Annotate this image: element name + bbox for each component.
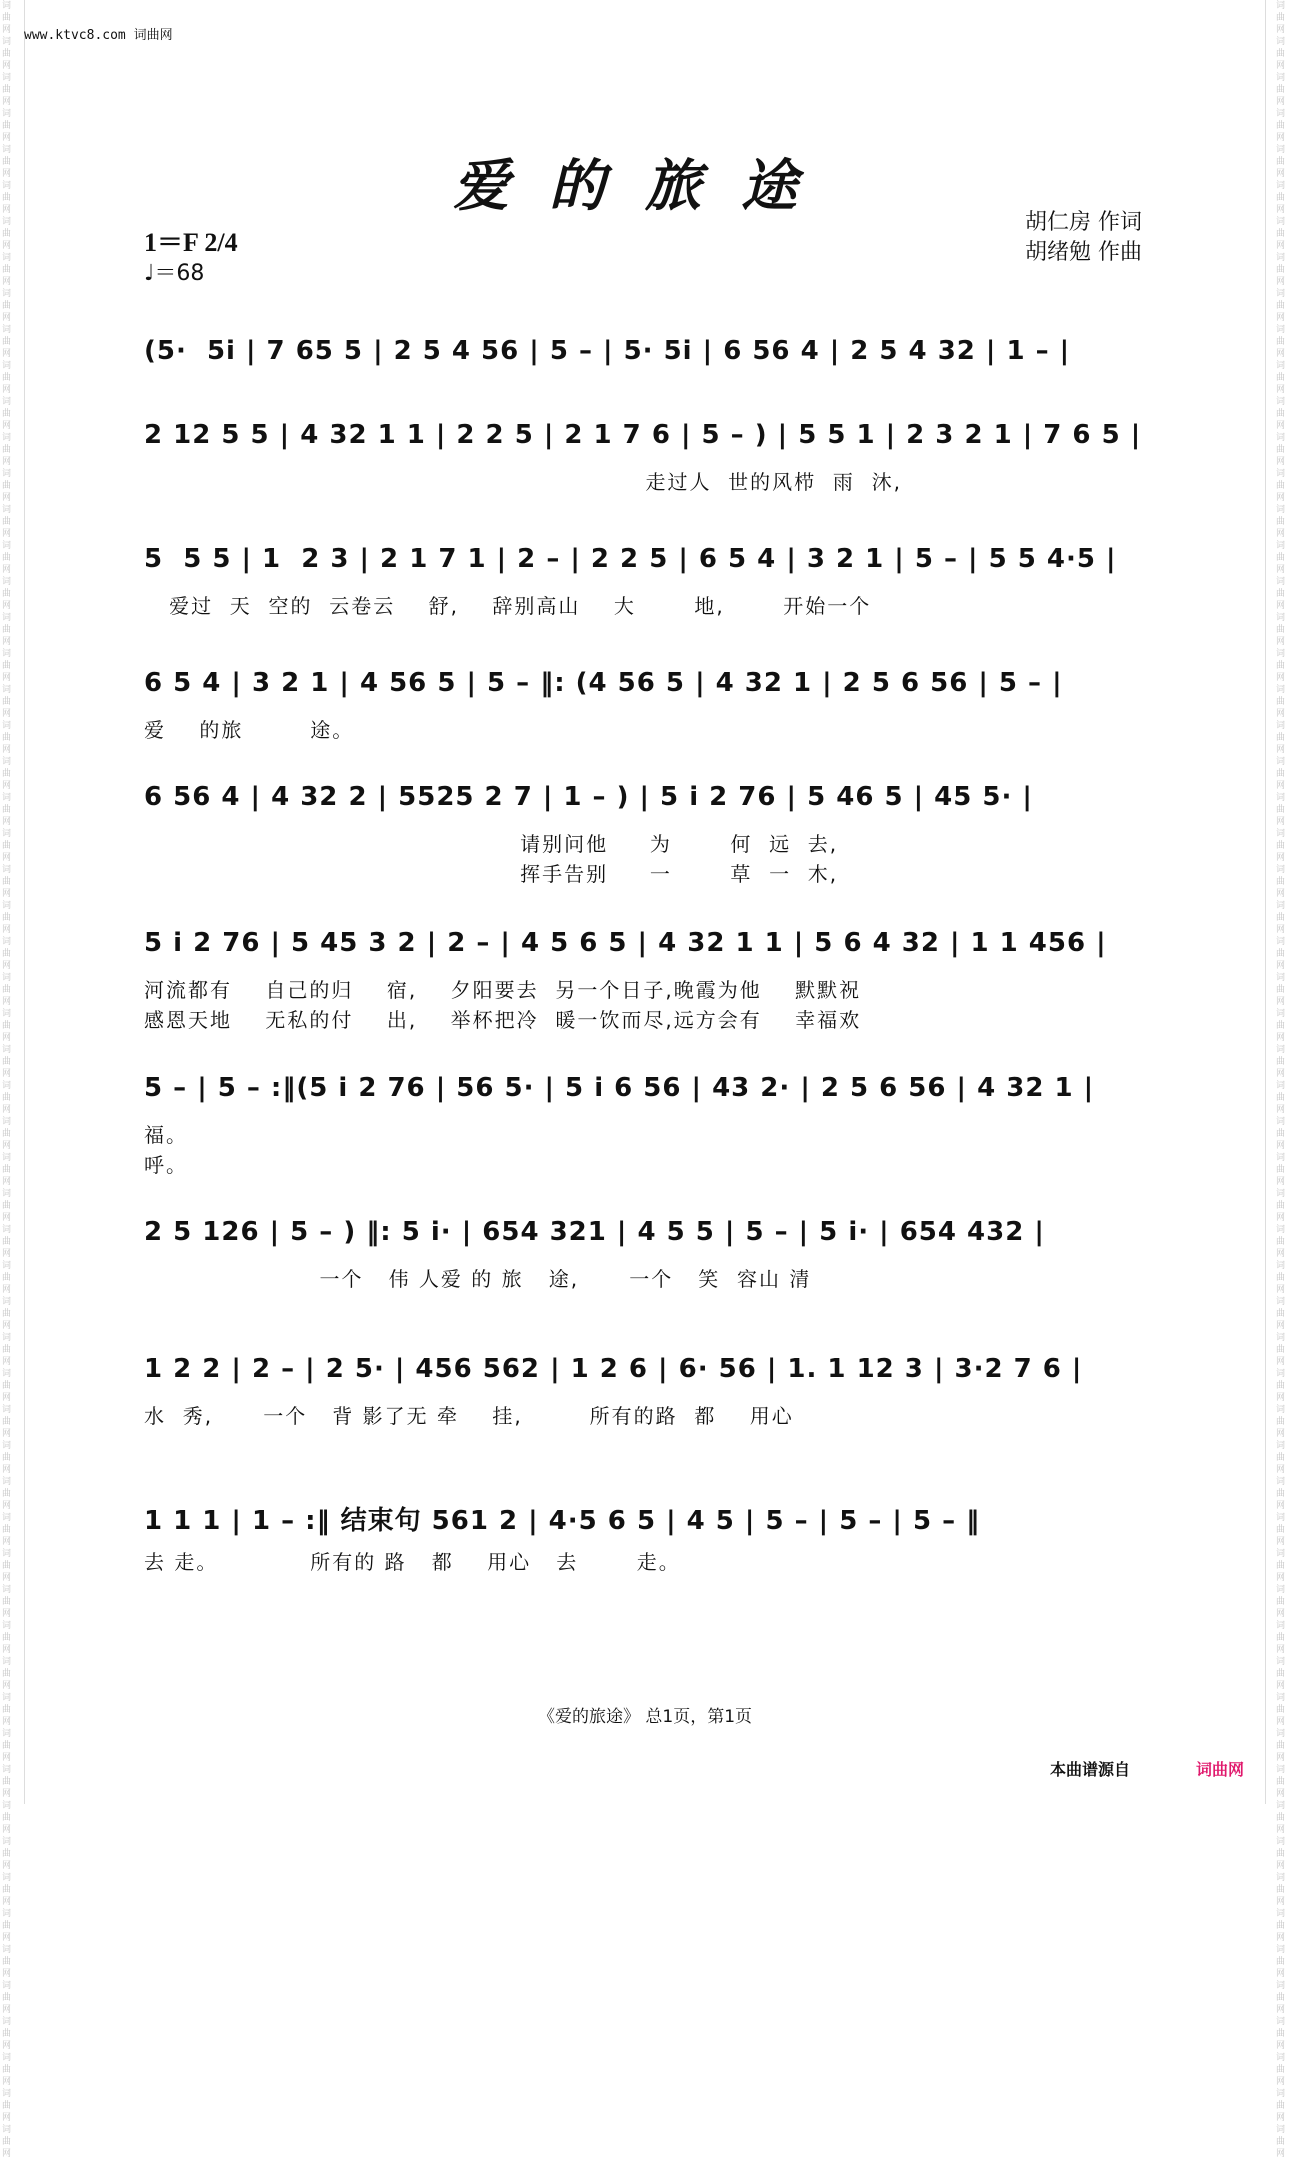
lyric-row: 走过人 世的风栉 雨 沐,: [144, 470, 902, 494]
composer: 胡绪勉 作曲: [1025, 240, 1142, 265]
watermark-left: 词曲网 词曲网 词曲网 词曲网 词曲网 词曲网 词曲网 词曲网 词曲网 词曲网 词曲网 词曲网 词曲网 词曲网 词曲网 词曲网 词曲网 词曲网 词曲网 词曲网 词曲网 词曲网 词曲网 词曲网 词曲网 词曲网 词曲网 词曲网 词曲网 词曲网 词曲网 词曲网 词曲网 词曲网 词曲网 词曲网 词曲网 词曲网 词曲网 词曲网 词曲网 词曲网 词曲网 词曲网 词曲网 词曲网 词曲网 词曲网 词曲网 词曲网 词曲网 词曲网 词曲网 词曲网 词曲网 词曲网 词曲网 词曲网 词曲网 词曲网: [2, 1, 12, 2159]
lyric-row: 水 秀, 一个 背 影了无 牵 挂, 所有的路 都 用心: [144, 1404, 794, 1428]
site-url[interactable]: www.ktvc8.com 词曲网: [24, 28, 173, 43]
notation-row: 6 5 4 | 3 2 1 | 4 56 5 | 5 – ‖: (4 56 5 | 4 32 1 | 2 5 6 56 | 5 – |: [144, 668, 1063, 698]
key-signature: 1＝F 2/4: [144, 228, 238, 257]
lyric-row: 福。: [144, 1123, 188, 1147]
lyric-row: 一个 伟 人爱 的 旅 途, 一个 笑 容山 清: [144, 1267, 812, 1291]
notation-row: 1 1 1 | 1 – :‖ 结束句 561 2 | 4·5 6 5 | 4 5 | 5 – | 5 – | 5 – ‖: [144, 1506, 981, 1536]
lyric-row: 呼。: [144, 1153, 188, 1177]
lyric-row: 请别问他 为 何 远 去,: [144, 832, 839, 856]
tempo-marking: ♩＝68: [144, 261, 205, 286]
lyric-row: 去 走。 所有的 路 都 用心 去 走。: [144, 1550, 681, 1574]
notation-row: 5 – | 5 – :‖(5 i 2 76 | 56 5· | 5 i 6 56 | 43 2· | 2 5 6 56 | 4 32 1 |: [144, 1073, 1095, 1103]
page-info: 《爱的旅途》 总1页，第1页: [537, 1707, 753, 1727]
notation-row: 2 12 5 5 | 4 32 1 1 | 2 2 5 | 2 1 7 6 | 5 – ) | 5 5 1 | 2 3 2 1 | 7 6 5 |: [144, 420, 1142, 450]
lyric-row: 感恩天地 无私的付 出, 举杯把冷 暖一饮而尽,远方会有 幸福欢: [144, 1008, 862, 1032]
notation-row: 6 56 4 | 4 32 2 | 5525 2 7 | 1 – ) | 5 i 2 76 | 5 46 5 | 45 5· |: [144, 782, 1033, 812]
notation-row: 5 5 5 | 1 2 3 | 2 1 7 1 | 2 – | 2 2 5 | 6 5 4 | 3 2 1 | 5 – | 5 5 4·5 |: [144, 544, 1117, 574]
notation-row: 5 i 2 76 | 5 45 3 2 | 2 – | 4 5 6 5 | 4 32 1 1 | 5 6 4 32 | 1 1 456 |: [144, 928, 1107, 958]
lyric-row: 爱过 天 空的 云卷云 舒, 辞别高山 大 地, 开始一个: [144, 594, 872, 618]
notation-row: 2 5 126 | 5 – ) ‖: 5 i· | 654 321 | 4 5 5 | 5 – | 5 i· | 654 432 |: [144, 1217, 1045, 1247]
lyric-row: 爱 的旅 途。: [144, 718, 355, 742]
notation-row: (5· 5i | 7 65 5 | 2 5 4 56 | 5 – | 5· 5i | 6 56 4 | 2 5 4 32 | 1 – |: [144, 336, 1071, 366]
song-title: 爱的旅途: [453, 153, 837, 219]
credits: [1025, 208, 1142, 268]
lyric-row: 挥手告别 一 草 一 木,: [144, 862, 839, 886]
lyric-row: 河流都有 自己的归 宿, 夕阳要去 另一个日子,晚霞为他 默默祝: [144, 978, 862, 1002]
watermark-right: 词曲网 词曲网 词曲网 词曲网 词曲网 词曲网 词曲网 词曲网 词曲网 词曲网 词曲网 词曲网 词曲网 词曲网 词曲网 词曲网 词曲网 词曲网 词曲网 词曲网 词曲网 词曲网 词曲网 词曲网 词曲网 词曲网 词曲网 词曲网 词曲网 词曲网 词曲网 词曲网 词曲网 词曲网 词曲网 词曲网 词曲网 词曲网 词曲网 词曲网 词曲网 词曲网 词曲网 词曲网 词曲网 词曲网 词曲网 词曲网 词曲网 词曲网 词曲网 词曲网 词曲网 词曲网 词曲网 词曲网 词曲网 词曲网 词曲网 词曲网: [1276, 1, 1286, 2159]
lyricist: 胡仁房 作词: [1025, 210, 1142, 235]
source-label: 本曲谱源自: [1050, 1760, 1131, 1779]
brand-logo[interactable]: 词曲网: [1196, 1760, 1245, 1779]
notation-row: 1 2 2 | 2 – | 2 5· | 456 562 | 1 2 6 | 6· 56 | 1. 1 12 3 | 3·2 7 6 |: [144, 1354, 1083, 1384]
